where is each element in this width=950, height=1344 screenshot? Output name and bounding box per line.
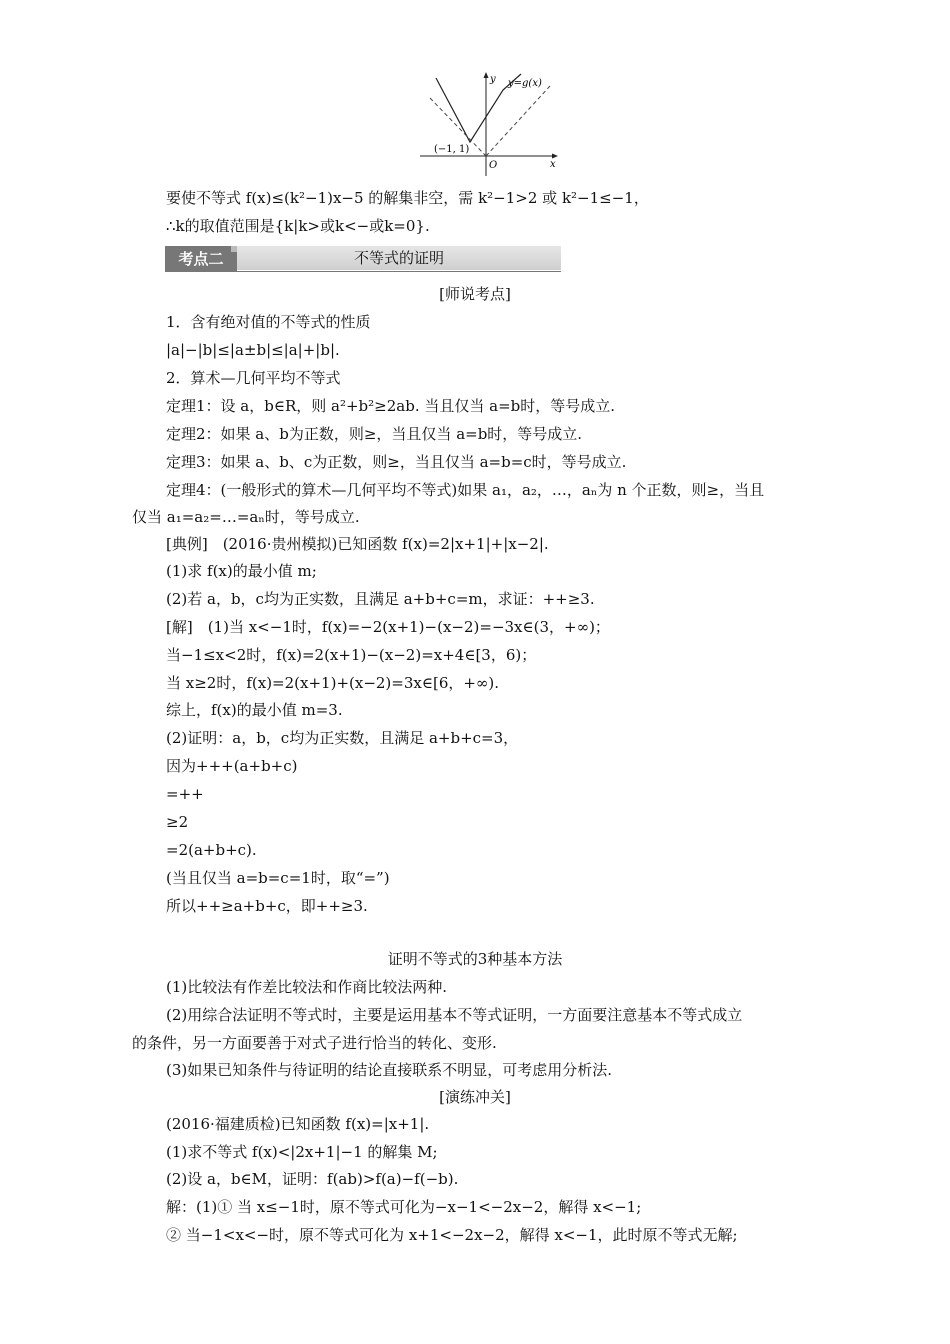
text-line: (1)求 f(x)的最小值 m; bbox=[166, 562, 317, 580]
text-line: |a|−|b|≤|a±b|≤|a|+|b|. bbox=[166, 341, 340, 359]
y-axis-label: y bbox=[490, 74, 496, 85]
text-line: 定理2：如果 a、b为正数，则≥，当且仅当 a=b时，等号成立. bbox=[166, 425, 583, 443]
text-line: 的条件，另一方面要善于对式子进行恰当的转化、变形. bbox=[132, 1034, 497, 1052]
text-line: 当 x≥2时，f(x)=2(x+1)+(x−2)=3x∈[6，+∞). bbox=[166, 674, 500, 692]
x-axis-label: x bbox=[550, 159, 556, 170]
text-line: 所以++≥a+b+c，即++≥3. bbox=[166, 897, 368, 915]
section-header bbox=[165, 246, 561, 272]
text-line: =2(a+b+c). bbox=[166, 841, 257, 859]
x-axis-arrow-icon bbox=[552, 154, 558, 159]
point-label: (−1, 1) bbox=[434, 144, 470, 155]
text-line: (2)用综合法证明不等式时，主要是运用基本不等式证明，一方面要注意基本不等式成立 bbox=[166, 1006, 743, 1024]
text-line: [典例] (2016·贵州模拟)已知函数 f(x)=2|x+1|+|x−2|. bbox=[166, 535, 549, 553]
text-line: 因为+++(a+b+c) bbox=[166, 757, 298, 775]
text-line: (1)比较法有作差比较法和作商比较法两种. bbox=[166, 978, 448, 996]
text-line: (1)求不等式 f(x)<|2x+1|−1 的解集 M; bbox=[166, 1143, 438, 1161]
methods-title: 证明不等式的3种基本方法 bbox=[387, 950, 563, 968]
text-line: 当−1≤x<2时，f(x)=2(x+1)−(x−2)=x+4∈[3，6)； bbox=[166, 646, 537, 664]
text-line: [解] (1)当 x<−1时，f(x)=−2(x+1)−(x−2)=−3x∈(3，+∞)； bbox=[166, 618, 610, 636]
function-graph bbox=[418, 66, 568, 178]
curve-label: y=g(x) bbox=[508, 78, 542, 89]
section-title: 不等式的证明 bbox=[237, 246, 561, 270]
section-badge: 考点二 bbox=[165, 246, 237, 272]
text-line: ∴k的取值范围是{k|k>或k<−或k=0}. bbox=[166, 217, 430, 235]
text-line: (2016·福建质检)已知函数 f(x)=|x+1|. bbox=[166, 1115, 430, 1133]
text-line: (2)设 a，b∈M，证明：f(ab)>f(a)−f(−b). bbox=[166, 1170, 459, 1188]
text-line: 2．算术—几何平均不等式 bbox=[166, 369, 341, 387]
text-line: ② 当−1<x<−时，原不等式可化为 x+1<−2x−2，解得 x<−1，此时原不等式无解; bbox=[166, 1226, 738, 1244]
text-line: 定理1：设 a，b∈R，则 a²+b²≥2ab. 当且仅当 a=b时，等号成立. bbox=[166, 397, 616, 415]
text-line: (2)证明：a，b，c均为正实数，且满足 a+b+c=3， bbox=[166, 729, 519, 747]
text-line: ≥2 bbox=[166, 813, 189, 831]
origin-label: O bbox=[489, 160, 498, 171]
teacher-header: [师说考点] bbox=[439, 285, 511, 303]
text-line: =++ bbox=[166, 785, 204, 803]
text-line: 综上，f(x)的最小值 m=3. bbox=[166, 701, 343, 719]
text-line: (当且仅当 a=b=c=1时，取“=”) bbox=[166, 869, 390, 887]
text-line: 定理3：如果 a、b、c为正数，则≥，当且仅当 a=b=c时，等号成立. bbox=[166, 453, 627, 471]
text-line: 仅当 a₁=a₂=…=aₙ时，等号成立. bbox=[132, 508, 360, 526]
practice-header: [演练冲关] bbox=[439, 1088, 511, 1106]
text-line: 1．含有绝对值的不等式的性质 bbox=[166, 313, 371, 331]
text-line: (3)如果已知条件与待证明的结论直接联系不明显，可考虑用分析法. bbox=[166, 1061, 613, 1079]
section-divider bbox=[165, 271, 561, 272]
text-line: 定理4：(一般形式的算术—几何平均不等式)如果 a₁，a₂，…，aₙ为 n 个正数，则≥，当且 bbox=[166, 481, 765, 499]
y-axis-arrow-icon bbox=[484, 72, 489, 78]
text-line: 要使不等式 f(x)≤(k²−1)x−5 的解集非空，需 k²−1>2 或 k²−1≤−1， bbox=[166, 189, 649, 207]
dashed-line-right bbox=[486, 86, 550, 156]
text-line: (2)若 a，b，c均为正实数，且满足 a+b+c=m，求证：++≥3. bbox=[166, 590, 595, 608]
text-line: 解：(1)① 当 x≤−1时，原不等式可化为−x−1<−2x−2，解得 x<−1; bbox=[166, 1198, 642, 1216]
